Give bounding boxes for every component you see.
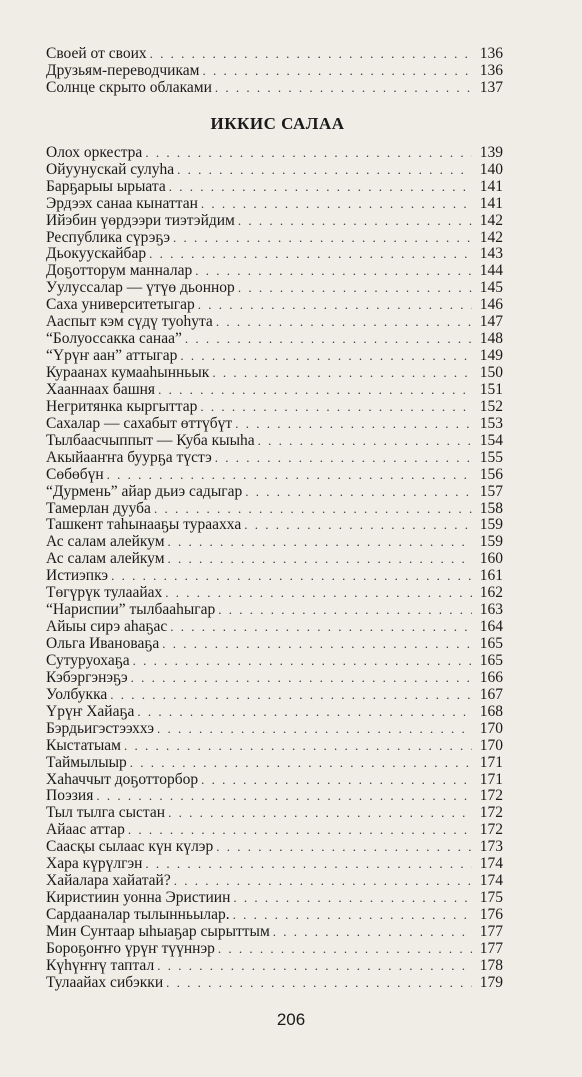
- toc-entry: [46, 63, 503, 80]
- toc-entry: [46, 958, 503, 975]
- toc-entry-page: 177: [479, 939, 503, 957]
- toc-entry: [46, 230, 503, 247]
- toc-entry-page: 165: [479, 635, 503, 652]
- toc-entry-page: 179: [479, 973, 503, 991]
- dot-leader: [218, 602, 472, 619]
- dot-leader: [215, 450, 472, 467]
- toc-entry-page: 175: [479, 889, 503, 907]
- toc-entry-page: 152: [479, 397, 503, 415]
- dot-leader: [168, 551, 472, 568]
- toc-entry: [46, 365, 503, 382]
- toc-entry-page: 174: [479, 872, 503, 890]
- top-entry-list: [46, 46, 503, 97]
- toc-entry-page: 139: [479, 143, 503, 161]
- toc-entry: [46, 653, 503, 670]
- toc-entry-page: 144: [479, 262, 503, 280]
- dot-leader: [238, 213, 472, 230]
- toc-entry-title: Эрдээх санаа кынаттан: [46, 194, 198, 212]
- toc-entry-page: 162: [479, 584, 503, 602]
- toc-entry-title: Киристиин уонна Эристиин: [46, 889, 231, 907]
- dot-leader: [110, 687, 472, 704]
- toc-entry-page: 158: [479, 499, 503, 517]
- toc-entry-title: Дьокуускайбар: [46, 245, 147, 263]
- toc-entry-page: 141: [479, 177, 503, 195]
- toc-entry-title: Олох оркестра: [46, 143, 143, 161]
- dot-leader: [180, 348, 472, 365]
- dot-leader: [168, 805, 472, 822]
- dot-leader: [177, 162, 472, 179]
- dot-leader: [201, 772, 472, 789]
- dot-leader: [111, 568, 472, 585]
- toc-entry: [46, 246, 503, 263]
- toc-entry-page: 172: [479, 821, 503, 839]
- toc-entry: [46, 297, 503, 314]
- dot-leader: [273, 924, 472, 941]
- toc-entry: [46, 314, 503, 331]
- dot-leader: [244, 517, 472, 534]
- toc-entry-title: Ташкент таhынааҕы тураахха: [46, 516, 242, 534]
- toc-entry-title: Хара күрүлгэн: [46, 855, 143, 873]
- toc-entry: [46, 399, 503, 416]
- toc-entry-title: Хааннаах башня: [46, 380, 156, 398]
- dot-leader: [215, 80, 472, 97]
- toc-entry-page: 172: [479, 804, 503, 822]
- toc-entry-title: Акыйааҥҥа буурҕа түстэ: [46, 448, 212, 466]
- toc-entry-page: 155: [479, 448, 503, 466]
- toc-entry: [46, 839, 503, 856]
- dot-leader: [157, 721, 472, 738]
- toc-entry: [46, 619, 503, 636]
- toc-entry-title: Уулуссалар — үтүө дьоннор: [46, 279, 235, 297]
- toc-entry-title: Таймылыыр: [46, 753, 127, 771]
- toc-entry: [46, 517, 503, 534]
- toc-entry-page: 143: [479, 245, 503, 263]
- toc-entry-title: Ольга Ивановаҕа: [46, 635, 160, 652]
- toc-entry-page: 174: [479, 855, 503, 873]
- toc-entry-title: Тулаайах сибэкки: [46, 973, 164, 991]
- toc-entry-title: Тамерлан дууба: [46, 499, 151, 517]
- toc-entry: [46, 162, 503, 179]
- toc-entry: [46, 179, 503, 196]
- dot-leader: [130, 755, 472, 772]
- toc-entry-page: 171: [479, 753, 503, 771]
- toc-entry: [46, 280, 503, 297]
- toc-entry: [46, 772, 503, 789]
- toc-entry-page: 147: [479, 313, 503, 331]
- dot-leader: [165, 585, 472, 602]
- toc-entry-title: Тыл тылга сыстан: [46, 804, 166, 822]
- dot-leader: [233, 890, 472, 907]
- toc-entry: [46, 755, 503, 772]
- toc-entry-title: Тылбаасчыппыт — Куба кыыhа: [46, 431, 255, 449]
- toc-entry-page: 166: [479, 668, 503, 686]
- toc-entry-page: 170: [479, 719, 503, 737]
- toc-entry: [46, 788, 503, 805]
- toc-entry: [46, 822, 503, 839]
- dot-leader: [185, 331, 472, 348]
- toc-entry-page: 145: [479, 279, 503, 297]
- toc-entry: [46, 467, 503, 484]
- dot-leader: [145, 145, 472, 162]
- toc-entry-title: Сардааналар тылынньылар.: [46, 906, 230, 923]
- toc-entry-page: 157: [479, 482, 503, 500]
- toc-entry: [46, 687, 503, 704]
- toc-entry-page: 161: [479, 567, 503, 585]
- dot-leader: [170, 619, 472, 636]
- toc-entry: [46, 873, 503, 890]
- toc-entry-page: 142: [479, 211, 503, 229]
- toc-entry: [46, 501, 503, 518]
- toc-entry: [46, 907, 503, 924]
- dot-leader: [201, 196, 472, 213]
- dot-leader: [162, 636, 472, 653]
- toc-entry-title: “Нариспии” тылбааhыгар: [46, 601, 216, 619]
- dot-leader: [258, 433, 472, 450]
- toc-entry-title: Ойуунускай сулуhа: [46, 160, 175, 178]
- dot-leader: [166, 975, 472, 992]
- toc-entry-page: 171: [479, 770, 503, 788]
- toc-entry: [46, 856, 503, 873]
- toc-entry: [46, 636, 503, 653]
- toc-entry-title: Доҕотторум манналар: [46, 262, 193, 280]
- toc-entry: [46, 585, 503, 602]
- toc-entry: [46, 738, 503, 755]
- toc-entry-title: Негритянка кыргыттар: [46, 397, 198, 415]
- toc-entry-page: 177: [479, 922, 503, 940]
- toc-entry: [46, 433, 503, 450]
- dot-leader: [235, 416, 472, 433]
- toc-entry: [46, 975, 503, 992]
- dot-leader: [245, 484, 472, 501]
- dot-leader: [212, 365, 472, 382]
- dot-leader: [137, 704, 472, 721]
- dot-leader: [150, 46, 472, 63]
- toc-entry-title: Ас салам алейкум: [46, 533, 165, 551]
- dot-leader: [198, 297, 472, 314]
- dot-leader: [131, 670, 472, 687]
- toc-entry-title: Кыстатыам: [46, 736, 121, 754]
- toc-entry-page: 167: [479, 685, 503, 703]
- toc-entry-title: “Үрүҥ аан” аттыгар: [46, 347, 178, 365]
- toc-entry-title: Ас салам алейкум: [46, 550, 165, 568]
- toc-entry: [46, 805, 503, 822]
- dot-leader: [157, 958, 472, 975]
- dot-leader: [174, 873, 472, 890]
- dot-leader: [133, 653, 472, 670]
- toc-entry-page: 153: [479, 414, 503, 432]
- toc-entry-page: 137: [479, 78, 503, 96]
- dot-leader: [173, 230, 472, 247]
- toc-entry-page: 168: [479, 702, 503, 720]
- page-number: 206: [276, 1010, 306, 1029]
- toc-entry: [46, 721, 503, 738]
- toc-entry: [46, 941, 503, 958]
- dot-leader: [149, 246, 472, 263]
- dot-leader: [195, 263, 472, 280]
- toc-entry-title: Бэрдьигэстээххэ: [46, 719, 155, 737]
- section-heading: ИККИС САЛАА: [210, 113, 345, 133]
- toc-entry: [46, 534, 503, 551]
- toc-entry: [46, 80, 503, 97]
- toc-entry-page: 150: [479, 364, 503, 381]
- toc-entry-page: 159: [479, 516, 503, 534]
- toc-entry: [46, 602, 503, 619]
- toc-entry-title: Бороҕоҥҥо үрүҥ түүннэр: [46, 939, 215, 957]
- toc-entry-title: Хаhаччыт доҕотторбор: [46, 770, 199, 788]
- toc-entry-page: 172: [479, 787, 503, 805]
- dot-leader: [154, 501, 472, 518]
- toc-entry: [46, 416, 503, 433]
- toc-entry-title: Ааспыт кэм сүдү туоhута: [46, 313, 213, 331]
- toc-entry-title: Айаас аттар: [46, 821, 125, 839]
- dot-leader: [216, 314, 472, 331]
- toc-entry-page: 156: [479, 465, 503, 483]
- toc-entry: [46, 145, 503, 162]
- toc-entry-page: 163: [479, 601, 503, 619]
- toc-entry-title: Поэзия: [46, 787, 94, 805]
- toc-entry-title: Своей от своих: [46, 45, 147, 62]
- dot-leader: [169, 179, 472, 196]
- toc-entry-page: 159: [479, 533, 503, 551]
- toc-entry: [46, 568, 503, 585]
- toc-entry: [46, 213, 503, 230]
- toc-entry-page: 173: [479, 838, 503, 856]
- toc-entry-title: Кураанах кумааhынньык: [46, 364, 210, 381]
- toc-entry-title: Истиэпкэ: [46, 567, 109, 585]
- toc-entry: [46, 382, 503, 399]
- toc-entry-title: Уолбукка: [46, 685, 108, 703]
- toc-entry-title: Саха университетыгар: [46, 296, 195, 314]
- toc-entry-title: Сөбөбүн: [46, 465, 104, 483]
- toc-entry-title: “Дурмень” айар дьиэ садыгар: [46, 482, 243, 500]
- toc-entry-title: Ийэбин үөрдээри тиэтэйдим: [46, 211, 235, 229]
- dot-leader: [128, 822, 472, 839]
- dot-leader: [145, 856, 472, 873]
- toc-entry-page: 164: [479, 618, 503, 636]
- toc-entry-page: 136: [479, 45, 503, 62]
- toc-entry-title: “Болуоссакка санаа”: [46, 330, 182, 348]
- toc-entry-title: Мин Сунтаар ыhыаҕар сырыттым: [46, 922, 270, 940]
- toc-entry-title: Саасқы сылаас күн күлэр: [46, 838, 214, 856]
- toc-entry: [46, 348, 503, 365]
- toc-entry-page: 170: [479, 736, 503, 754]
- section-entry-list: [46, 145, 503, 992]
- toc-entry-page: 165: [479, 651, 503, 669]
- toc-entry-page: 154: [479, 431, 503, 449]
- dot-leader: [124, 738, 472, 755]
- table-of-contents: [46, 46, 503, 992]
- toc-entry: [46, 196, 503, 213]
- toc-entry-title: Күhүҥҥү таптал: [46, 956, 155, 974]
- toc-entry: [46, 46, 503, 63]
- toc-entry-page: 141: [479, 194, 503, 212]
- toc-entry-page: 176: [479, 906, 503, 923]
- toc-entry-title: Кэбэргэнэҕэ: [46, 668, 128, 686]
- toc-entry: [46, 704, 503, 721]
- toc-entry-page: 160: [479, 550, 503, 568]
- dot-leader: [216, 839, 472, 856]
- toc-entry: [46, 450, 503, 467]
- dot-leader: [107, 467, 472, 484]
- dot-leader: [168, 534, 472, 551]
- toc-entry-page: 148: [479, 330, 503, 348]
- toc-entry: [46, 924, 503, 941]
- toc-entry-title: Друзьям-переводчикам: [46, 61, 200, 79]
- toc-entry-page: 146: [479, 296, 503, 314]
- toc-entry-title: Барҕарыы ырыата: [46, 177, 166, 195]
- toc-entry-page: 140: [479, 160, 503, 178]
- toc-entry-title: Айыы сирэ аhаҕас: [46, 618, 168, 636]
- toc-entry-page: 151: [479, 380, 503, 398]
- toc-entry-title: Сахалар — сахабыт өттүбүт: [46, 414, 233, 432]
- toc-entry: [46, 263, 503, 280]
- dot-leader: [202, 63, 472, 80]
- toc-entry-page: 136: [479, 61, 503, 79]
- dot-leader: [218, 941, 472, 958]
- toc-entry: [46, 890, 503, 907]
- toc-entry: [46, 551, 503, 568]
- dot-leader: [233, 907, 472, 924]
- toc-entry-page: 142: [479, 228, 503, 246]
- toc-entry: [46, 331, 503, 348]
- toc-entry-page: 149: [479, 347, 503, 365]
- toc-entry-title: Сутуруохаҕа: [46, 651, 130, 669]
- toc-entry-page: 178: [479, 956, 503, 974]
- dot-leader: [238, 280, 472, 297]
- toc-entry: [46, 484, 503, 501]
- toc-entry: [46, 670, 503, 687]
- toc-entry-title: Үрүҥ Хайаҕа: [46, 702, 135, 720]
- toc-entry-title: Республика сүрэҕэ: [46, 228, 171, 246]
- toc-entry-title: Солнце скрыто облаками: [46, 78, 212, 96]
- dot-leader: [200, 399, 472, 416]
- toc-entry-title: Төгүрүк тулаайах: [46, 584, 163, 602]
- dot-leader: [158, 382, 472, 399]
- toc-entry-title: Хайалара хайатай?: [46, 872, 171, 890]
- dot-leader: [96, 788, 472, 805]
